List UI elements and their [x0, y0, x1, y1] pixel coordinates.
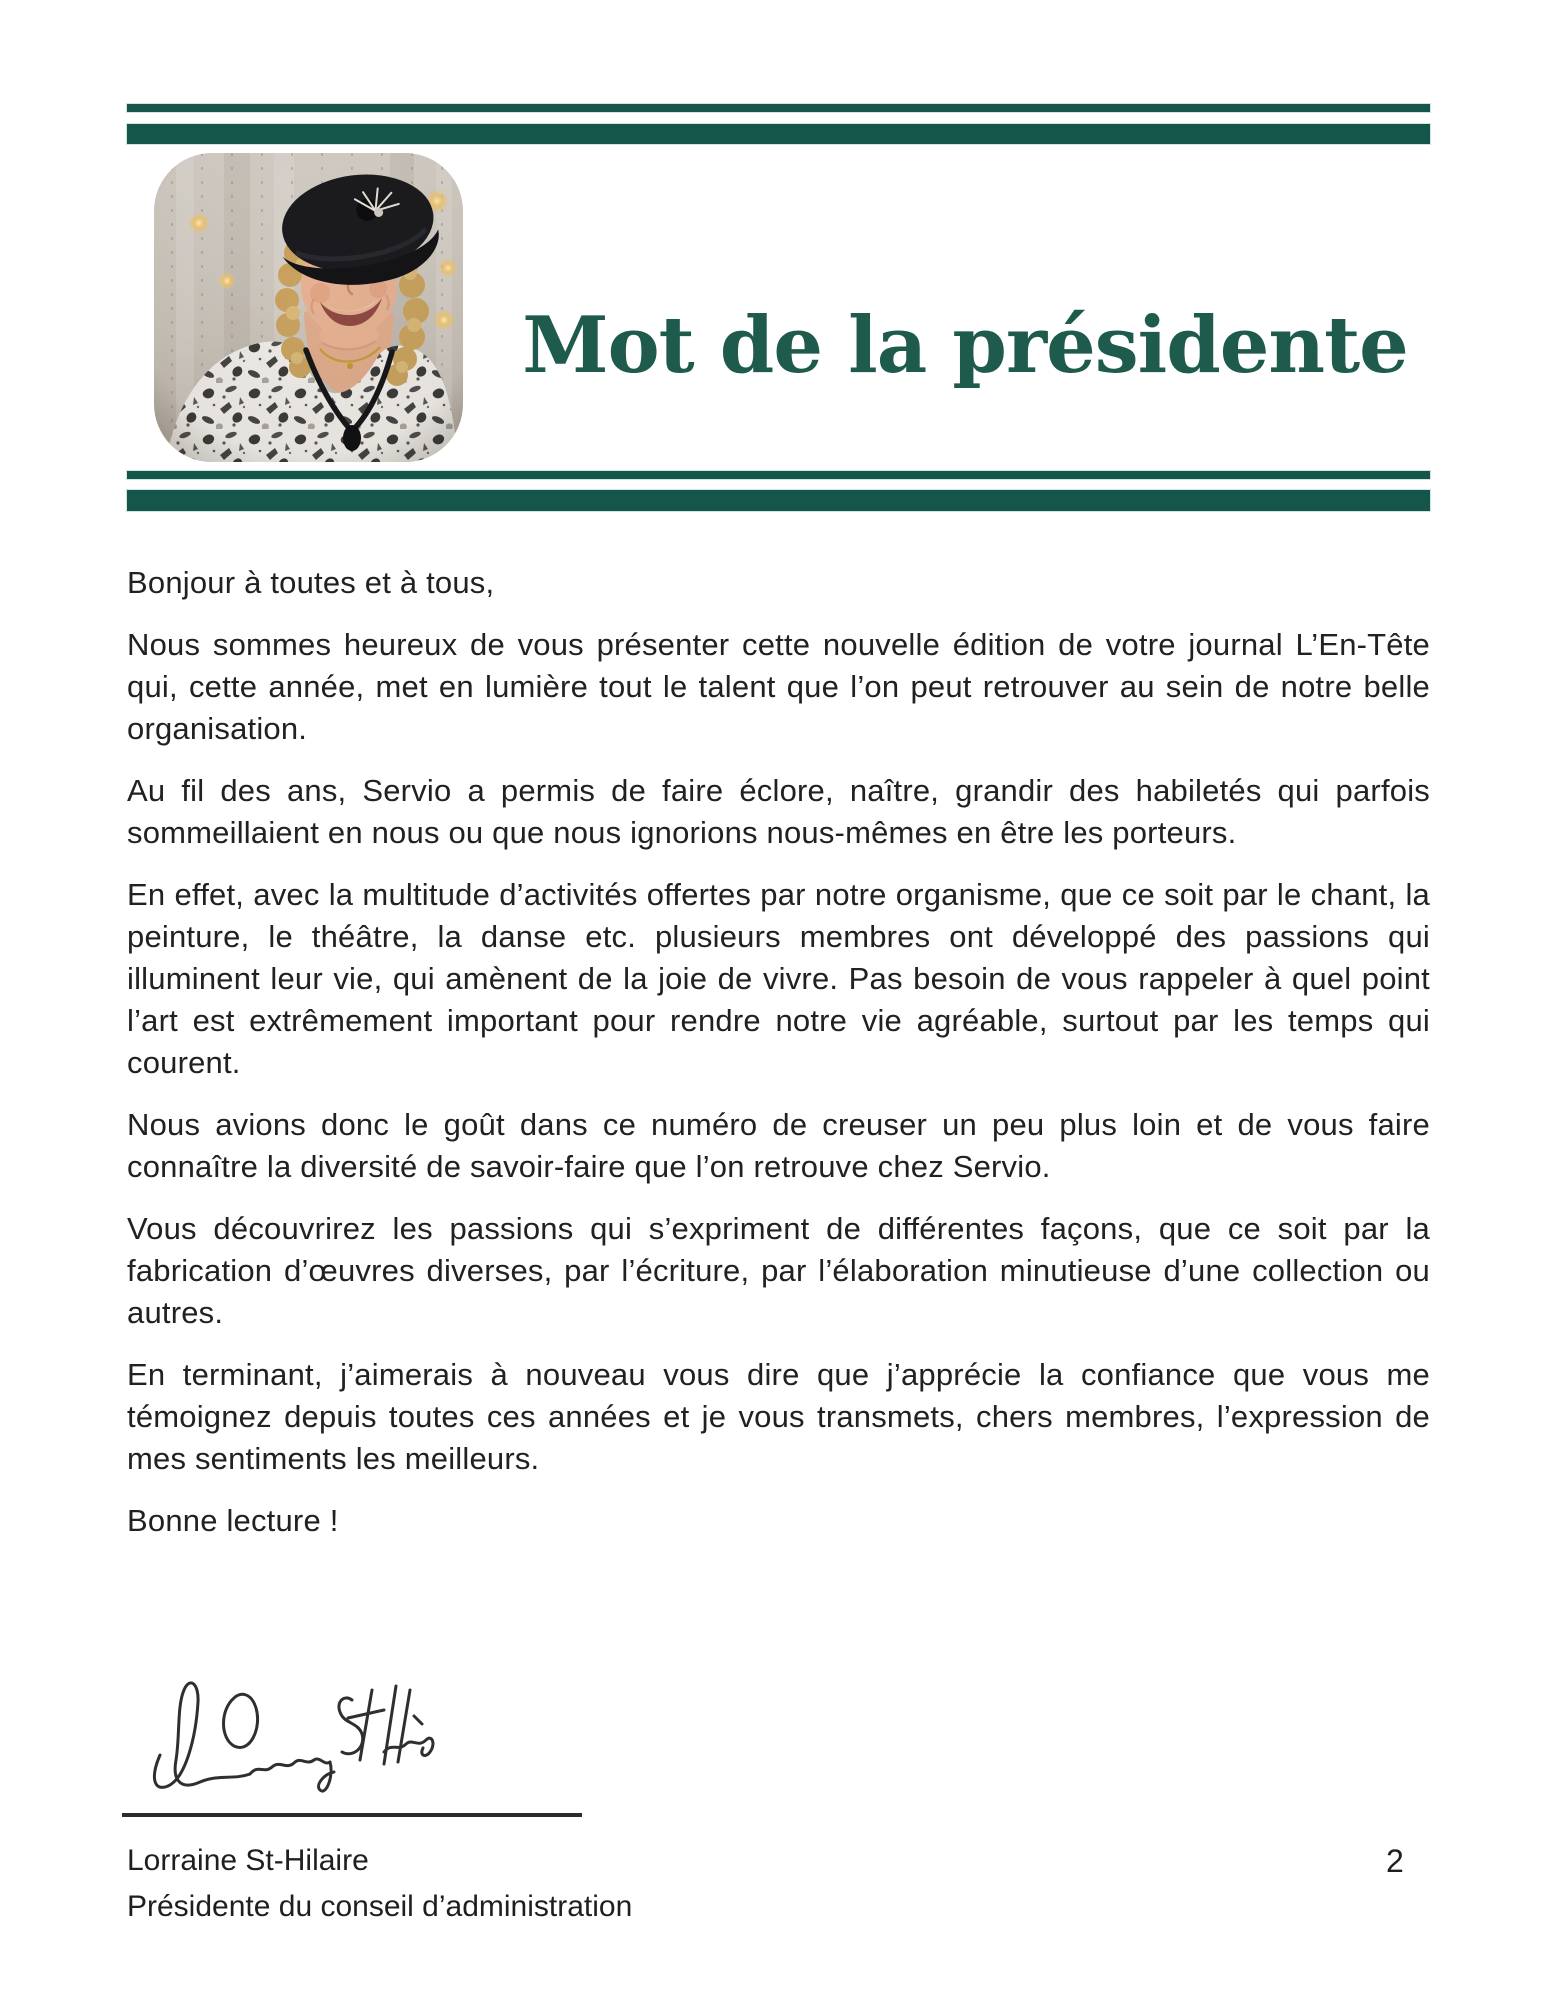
paragraph: Vous découvrirez les passions qui s’expriment de différentes façons, que ce soit par la fabrication d’œuvres diverses, par l’écriture, par l’élaboration minutieuse d’une collection ou autres.	[127, 1211, 1430, 1330]
signatory-name: Lorraine St-Hilaire	[127, 1844, 369, 1877]
page-number: 2	[1386, 1843, 1404, 1879]
header-thin-bar-bottom	[127, 471, 1430, 479]
signatory-role: Présidente du conseil d’administration	[127, 1890, 633, 1923]
letter-body	[127, 562, 1430, 1562]
paragraph: Nous avions donc le goût dans ce numéro de creuser un peu plus loin et de vous faire connaître la diversité de savoir-faire que l’on retrouve chez Servio.	[127, 1107, 1430, 1184]
header-thick-bar	[127, 124, 1430, 144]
paragraph: Nous sommes heureux de vous présenter cette nouvelle édition de votre journal L’En-Tête qui, cette année, met en lumière tout le talent que l’on peut retrouver au sein de notre belle organisation.	[127, 627, 1430, 746]
signature-image	[138, 1660, 438, 1810]
paragraph: En terminant, j’aimerais à nouveau vous dire que j’apprécie la confiance que vous me témoignez depuis toutes ces années et je vous transmets, chers membres, l’expression de mes sentiments les meilleurs.	[127, 1357, 1430, 1476]
signature-rule	[122, 1813, 582, 1817]
photo-vignette	[154, 153, 463, 462]
page-title: Mot de la présidente	[522, 299, 1408, 391]
footer-identity	[127, 1838, 1027, 1930]
header-thin-bar	[127, 104, 1430, 112]
header-thick-bar-bottom	[127, 490, 1430, 511]
presidente-photo	[154, 153, 463, 462]
paragraph-closing: Bonne lecture !	[127, 1503, 339, 1538]
paragraph-greeting: Bonjour à toutes et à tous,	[127, 565, 495, 600]
paragraph: Au fil des ans, Servio a permis de faire éclore, naître, grandir des habiletés qui parfois sommeillaient en nous ou que nous ignorions nous-mêmes en être les porteurs.	[127, 773, 1430, 850]
paragraph: En effet, avec la multitude d’activités offertes par notre organisme, que ce soit par le chant, la peinture, le théâtre, la danse etc. plusieurs membres ont développé des passions qui illuminent leur vie, qui amènent de la joie de vivre. Pas besoin de vous rappeler à quel point l’art est extrêmement important pour rendre notre vie agréable, surtout par les temps qui courent.	[127, 877, 1430, 1080]
